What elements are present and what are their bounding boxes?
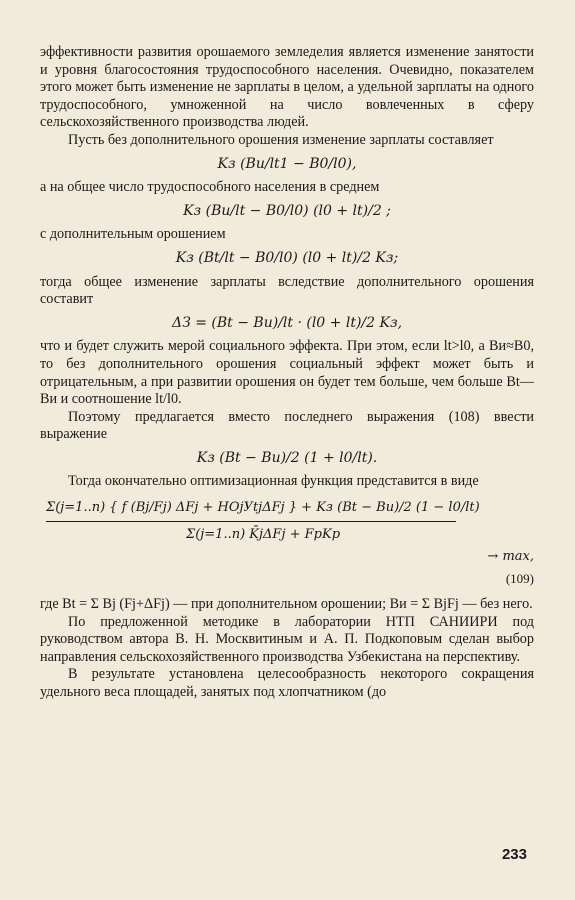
paragraph-5: тогда общее изменение зарплаты вследствие дополнительного орошения составит	[40, 273, 534, 308]
paragraph-7: Поэтому предлагается вместо последнего выражения (108) ввести выражение	[40, 408, 534, 443]
page-text	[40, 44, 534, 702]
paragraph-6: что и будет служить мерой социального эффекта. При этом, если lt>l0, а Bи≈B0, то без дополнительного орошения социальный эффект может быть и отрицательным, а при развитии орошения он будет тем больше, чем больше Bt—Bи и соотношение lt/l0.	[40, 338, 534, 408]
paragraph-3: а на общее число трудоспособного населения в среднем	[40, 179, 380, 196]
paragraph-1: эффективности развития орошаемого земледелия является изменение занятости и уровня благосостояния трудоспособного населения. Очевидно, показателем этого может быть изменение не зарплаты в целом, а удельной зарплаты на одного трудоспособного, умноженной на число вовлеченных в сферу сельскохозяйственного производства людей.	[40, 44, 534, 131]
paragraph-2: Пусть без дополнительного орошения изменение зарплаты составляет	[68, 131, 494, 148]
formula-6-max: → max,	[487, 549, 534, 565]
formula-2: Kз (Bи/lt − B0/l0) (l0 + lt)/2 ;	[183, 202, 391, 219]
formula-6-denominator: Σ(j=1..n) K̄jΔFj + FрKр	[186, 527, 341, 543]
paragraph-8: Тогда окончательно оптимизационная функция представится в виде	[68, 473, 479, 490]
page-number: 233	[501, 846, 527, 863]
paragraph-4: с дополнительным орошением	[40, 226, 226, 243]
formula-6-numerator: Σ(j=1..n) { f (Bj/Fj) ΔFj + HOjУtjΔFj } + Kз (Bt − Bи)/2 (1 − l0/lt)	[46, 500, 480, 516]
paragraph-10: По предложенной методике в лаборатории НТП САНИИРИ под руководством автора В. Н. Москвитиным и А. П. Подкоповым сделан выбор направления сельскохозяйственного производства Узбекистана на перспективу.	[40, 613, 534, 665]
paragraph-11: В результате установлена целесообразность некоторого сокращения удельного веса площадей, занятых под хлопчатником (до	[40, 666, 534, 701]
formula-1: Kз (Bи/lt1 − B0/l0),	[217, 155, 357, 172]
fraction-bar	[46, 521, 456, 522]
formula-6	[40, 497, 534, 590]
paragraph-9: где Bt = Σ Bj (Fj+ΔFj) — при дополнительном орошении; Bи = Σ BjFj — без него.	[40, 596, 533, 613]
equation-number: (109)	[505, 571, 534, 587]
formula-5: Kз (Bt − Bи)/2 (1 + l0/lt).	[196, 449, 378, 466]
formula-3: Kз (Bt/lt − B0/l0) (l0 + lt)/2 Kз;	[175, 249, 399, 266]
formula-4: ΔЗ = (Bt − Bи)/lt · (l0 + lt)/2 Kз,	[171, 314, 403, 331]
